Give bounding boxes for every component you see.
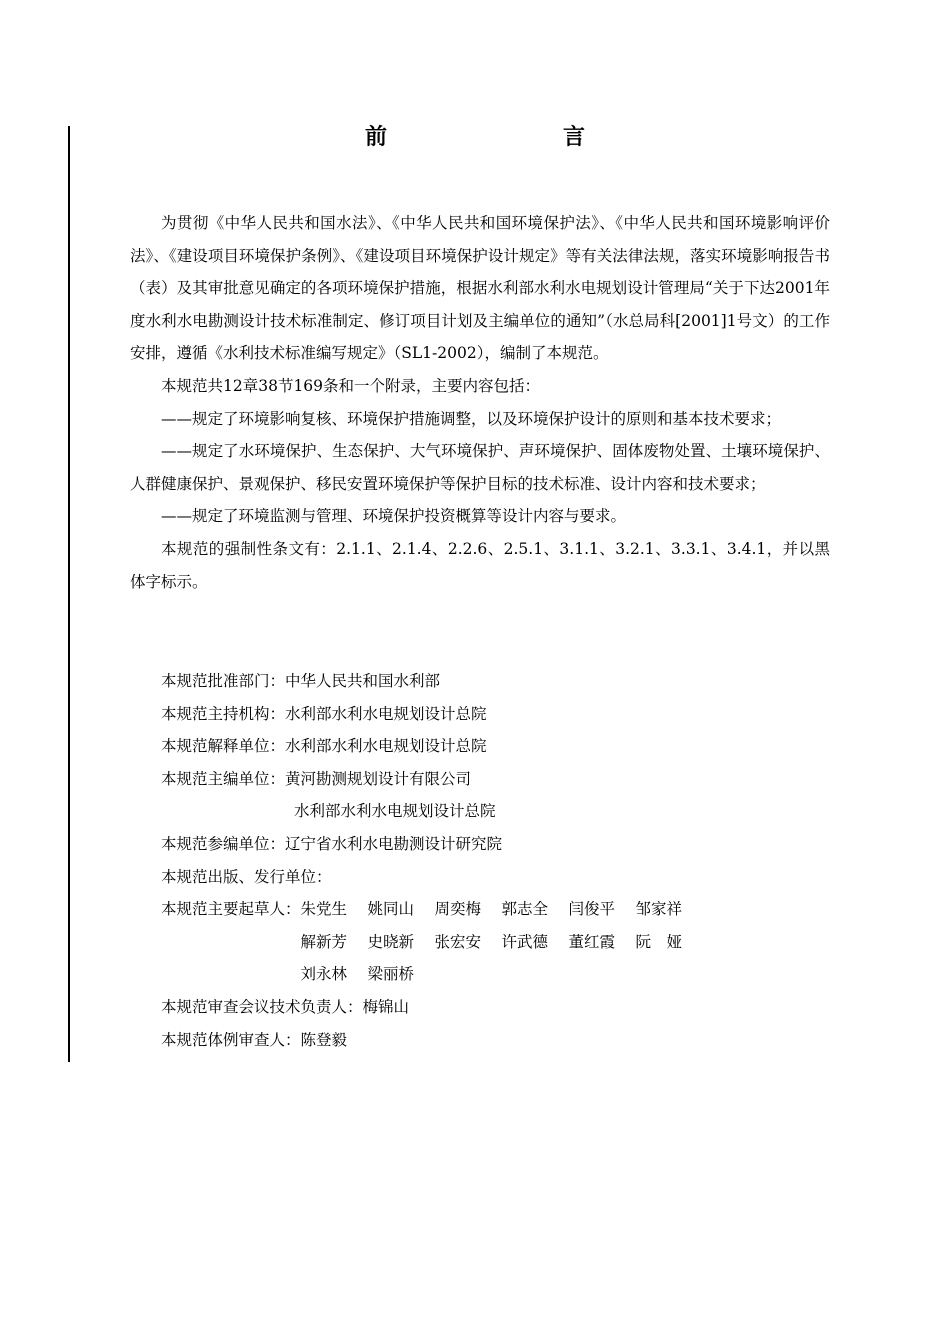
drafter-name: 许武德 — [501, 932, 549, 951]
drafter-name: 张宏安 — [434, 932, 482, 951]
drafters-block — [161, 893, 682, 991]
chief-editor-row — [161, 763, 682, 796]
drafter-name: 邹家祥 — [635, 900, 683, 919]
paragraph-purpose: 为贯彻《中华人民共和国水法》、《中华人民共和国环境保护法》、《中华人民共和国环境影响评价法》、《建设项目环境保护条例》、《建设项目环境保护设计规定》等有关法律法规，落实环境影响报告书（表）及其审批意见确定的各项环境保护措施，根据水利部水利水电规划设计管理局“关于下达2001年度水利水电勘测设计技术标准制定、修订项目计划及主编单位的通知”（水总局科[2001]1号文）的工作安排，遵循《水利技术标准编写规定》（SL1-2002），编制了本规范。 — [130, 214, 830, 363]
drafters-row-3 — [301, 958, 683, 991]
drafter-name: 闫俊平 — [568, 900, 616, 919]
drafters-list — [301, 893, 683, 991]
approval-row — [161, 665, 682, 698]
tech-reviewer-row — [161, 991, 682, 1024]
drafter-name: 董红霞 — [568, 932, 616, 951]
drafter-name: 刘永林 — [300, 965, 348, 984]
host-label: 本规范主持机构： — [161, 704, 286, 723]
approval-value: 中华人民共和国水利部 — [285, 672, 441, 690]
interpret-row — [161, 730, 682, 763]
tech-reviewer-label: 本规范审查会议技术负责人： — [161, 997, 363, 1016]
drafters-row-1 — [301, 893, 683, 926]
host-row — [161, 698, 682, 731]
approval-label: 本规范批准部门： — [161, 672, 286, 690]
style-reviewer-label: 本规范体例审查人： — [161, 1030, 301, 1049]
drafters-label: 本规范主要起草人： — [161, 900, 301, 919]
host-value: 水利部水利水电规划设计总院 — [285, 704, 487, 723]
chief-editor-value-2: 水利部水利水电规划设计总院 — [294, 802, 496, 821]
style-reviewer-row — [161, 1024, 682, 1057]
drafter-name: 史晓新 — [367, 932, 415, 951]
margin-rule — [68, 126, 70, 1062]
paragraph-mandatory: 本规范的强制性条文有：2.1.1、2.1.4、2.2.6、2.5.1、3.1.1、3.2.1、3.3.1、3.4.1，并以黑体字标示。 — [130, 539, 830, 591]
publisher-row — [161, 861, 682, 894]
paragraph-item-2: ——规定了水环境保护、生态保护、大气环境保护、声环境保护、固体废物处置、土壤环境保护、人群健康保护、景观保护、移民安置环境保护等保护目标的技术标准、设计内容和技术要求； — [130, 442, 830, 493]
paragraph-item-1: ——规定了环境影响复核、环境保护措施调整，以及环境保护设计的原则和基本技术要求； — [161, 409, 782, 428]
interpret-label: 本规范解释单位： — [161, 737, 286, 756]
chief-editor-value: 黄河勘测规划设计有限公司 — [285, 769, 472, 788]
style-reviewer-value: 陈登毅 — [300, 1030, 348, 1049]
drafters-row-2 — [301, 926, 683, 959]
drafter-name: 姚同山 — [367, 900, 415, 919]
drafter-name: 郭志全 — [501, 900, 549, 919]
co-editor-value: 辽宁省水利水电勘测设计研究院 — [285, 834, 503, 853]
co-editor-row — [161, 828, 682, 861]
tech-reviewer-value: 梅锦山 — [362, 997, 410, 1016]
interpret-value: 水利部水利水电规划设计总院 — [285, 737, 487, 756]
drafter-name: 梁丽桥 — [367, 965, 415, 984]
paragraph-scope: 本规范共12章38节169条和一个附录，主要内容包括： — [161, 376, 541, 395]
paragraph-item-3: ——规定了环境监测与管理、环境保护投资概算等设计内容与要求。 — [161, 507, 627, 526]
chief-editor-label: 本规范主编单位： — [161, 769, 286, 788]
co-editor-label: 本规范参编单位： — [161, 834, 286, 853]
drafter-name: 解新芳 — [300, 932, 348, 951]
publisher-label: 本规范出版、发行单位： — [161, 867, 332, 886]
drafter-name: 周奕梅 — [434, 900, 482, 919]
preface-body — [130, 207, 830, 598]
responsible-units — [161, 665, 682, 1056]
chief-editor-row-continued — [161, 795, 682, 828]
drafter-name: 阮 娅 — [635, 932, 683, 951]
page-title: 前 言 — [364, 124, 629, 150]
drafter-name: 朱党生 — [300, 900, 348, 919]
